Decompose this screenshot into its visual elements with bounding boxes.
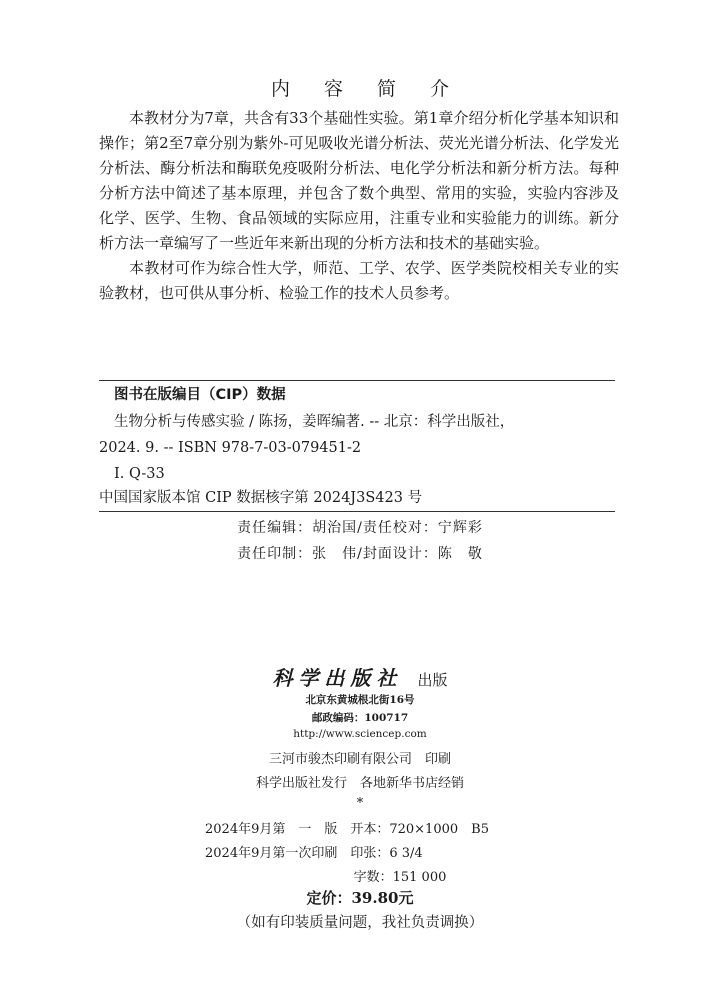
- intro-paragraph-1: 本教材分为7章，共含有33个基础性实验。第1章介绍分析化学基本知识和操作；第2至7章分别为紫外-可见吸收光谱分析法、荧光光谱分析法、化学发光分析法、酶分析法和酶联免疫吸附分析法、电化学分析法和新分析方法。每种分析方法中简述了基本原理，并包含了数个典型、常用的实验，实验内容涉及化学、医学、生物、食品领域的实际应用，注重专业和实验能力的训练。新分析方法一章编写了一些近年来新出现的分析方法和技术的基础实验。: [99, 109, 619, 252]
- cip-bottom-divider: [99, 511, 615, 512]
- intro-paragraph-2: 本教材可作为综合性大学，师范、工学、农学、医学类院校相关专业的实验教材，也可供从事分析、检验工作的技术人员参考。: [99, 259, 619, 302]
- price-line: 定价：39.80元: [306, 889, 414, 907]
- publisher-logo-name: 科学出版社: [272, 666, 403, 690]
- intro-section: [99, 106, 619, 306]
- cip-line-2: 2024. 9. -- ISBN 978-7-03-079451-2: [99, 440, 362, 456]
- publisher-address: 北京东黄城根北街16号: [305, 694, 415, 706]
- cip-heading: 图书在版编目（CIP）数据: [114, 387, 286, 403]
- cip-top-divider: [99, 380, 615, 381]
- publisher-url: http://www.sciencep.com: [293, 728, 427, 740]
- word-count-line: 字数：151 000: [353, 870, 447, 885]
- separator-star: *: [356, 796, 364, 811]
- cip-line-3: Ⅰ. Q-33: [114, 466, 165, 482]
- distribution-line: 科学出版社发行 各地新华书店经销: [255, 776, 464, 791]
- publisher-postcode: 邮政编码：100717: [311, 712, 409, 724]
- edition-line: 2024年9月第 一 版 开本：720×1000 B5: [205, 822, 489, 837]
- printer-line: 三河市骏杰印刷有限公司 印刷: [268, 752, 451, 767]
- publisher-imprint: [0, 662, 720, 691]
- printing-line: 2024年9月第一次印刷 印张：6 3/4: [205, 846, 423, 861]
- page-title: 内 容 简 介: [270, 78, 464, 100]
- staff-line-2: 责任印制：张 伟/封面设计：陈 敬: [237, 546, 483, 562]
- publisher-suffix: 出版: [417, 671, 448, 689]
- quality-notice: （如有印装质量问题，我社负责调换）: [236, 915, 484, 931]
- staff-line-1: 责任编辑：胡治国/责任校对：宁辉彩: [237, 520, 483, 536]
- cip-line-1: 生物分析与传感实验 / 陈扬，姜晖编著. -- 北京：科学出版社，: [114, 414, 515, 430]
- cip-line-4: 中国国家版本馆 CIP 数据核字第 2024J3S423 号: [99, 490, 423, 506]
